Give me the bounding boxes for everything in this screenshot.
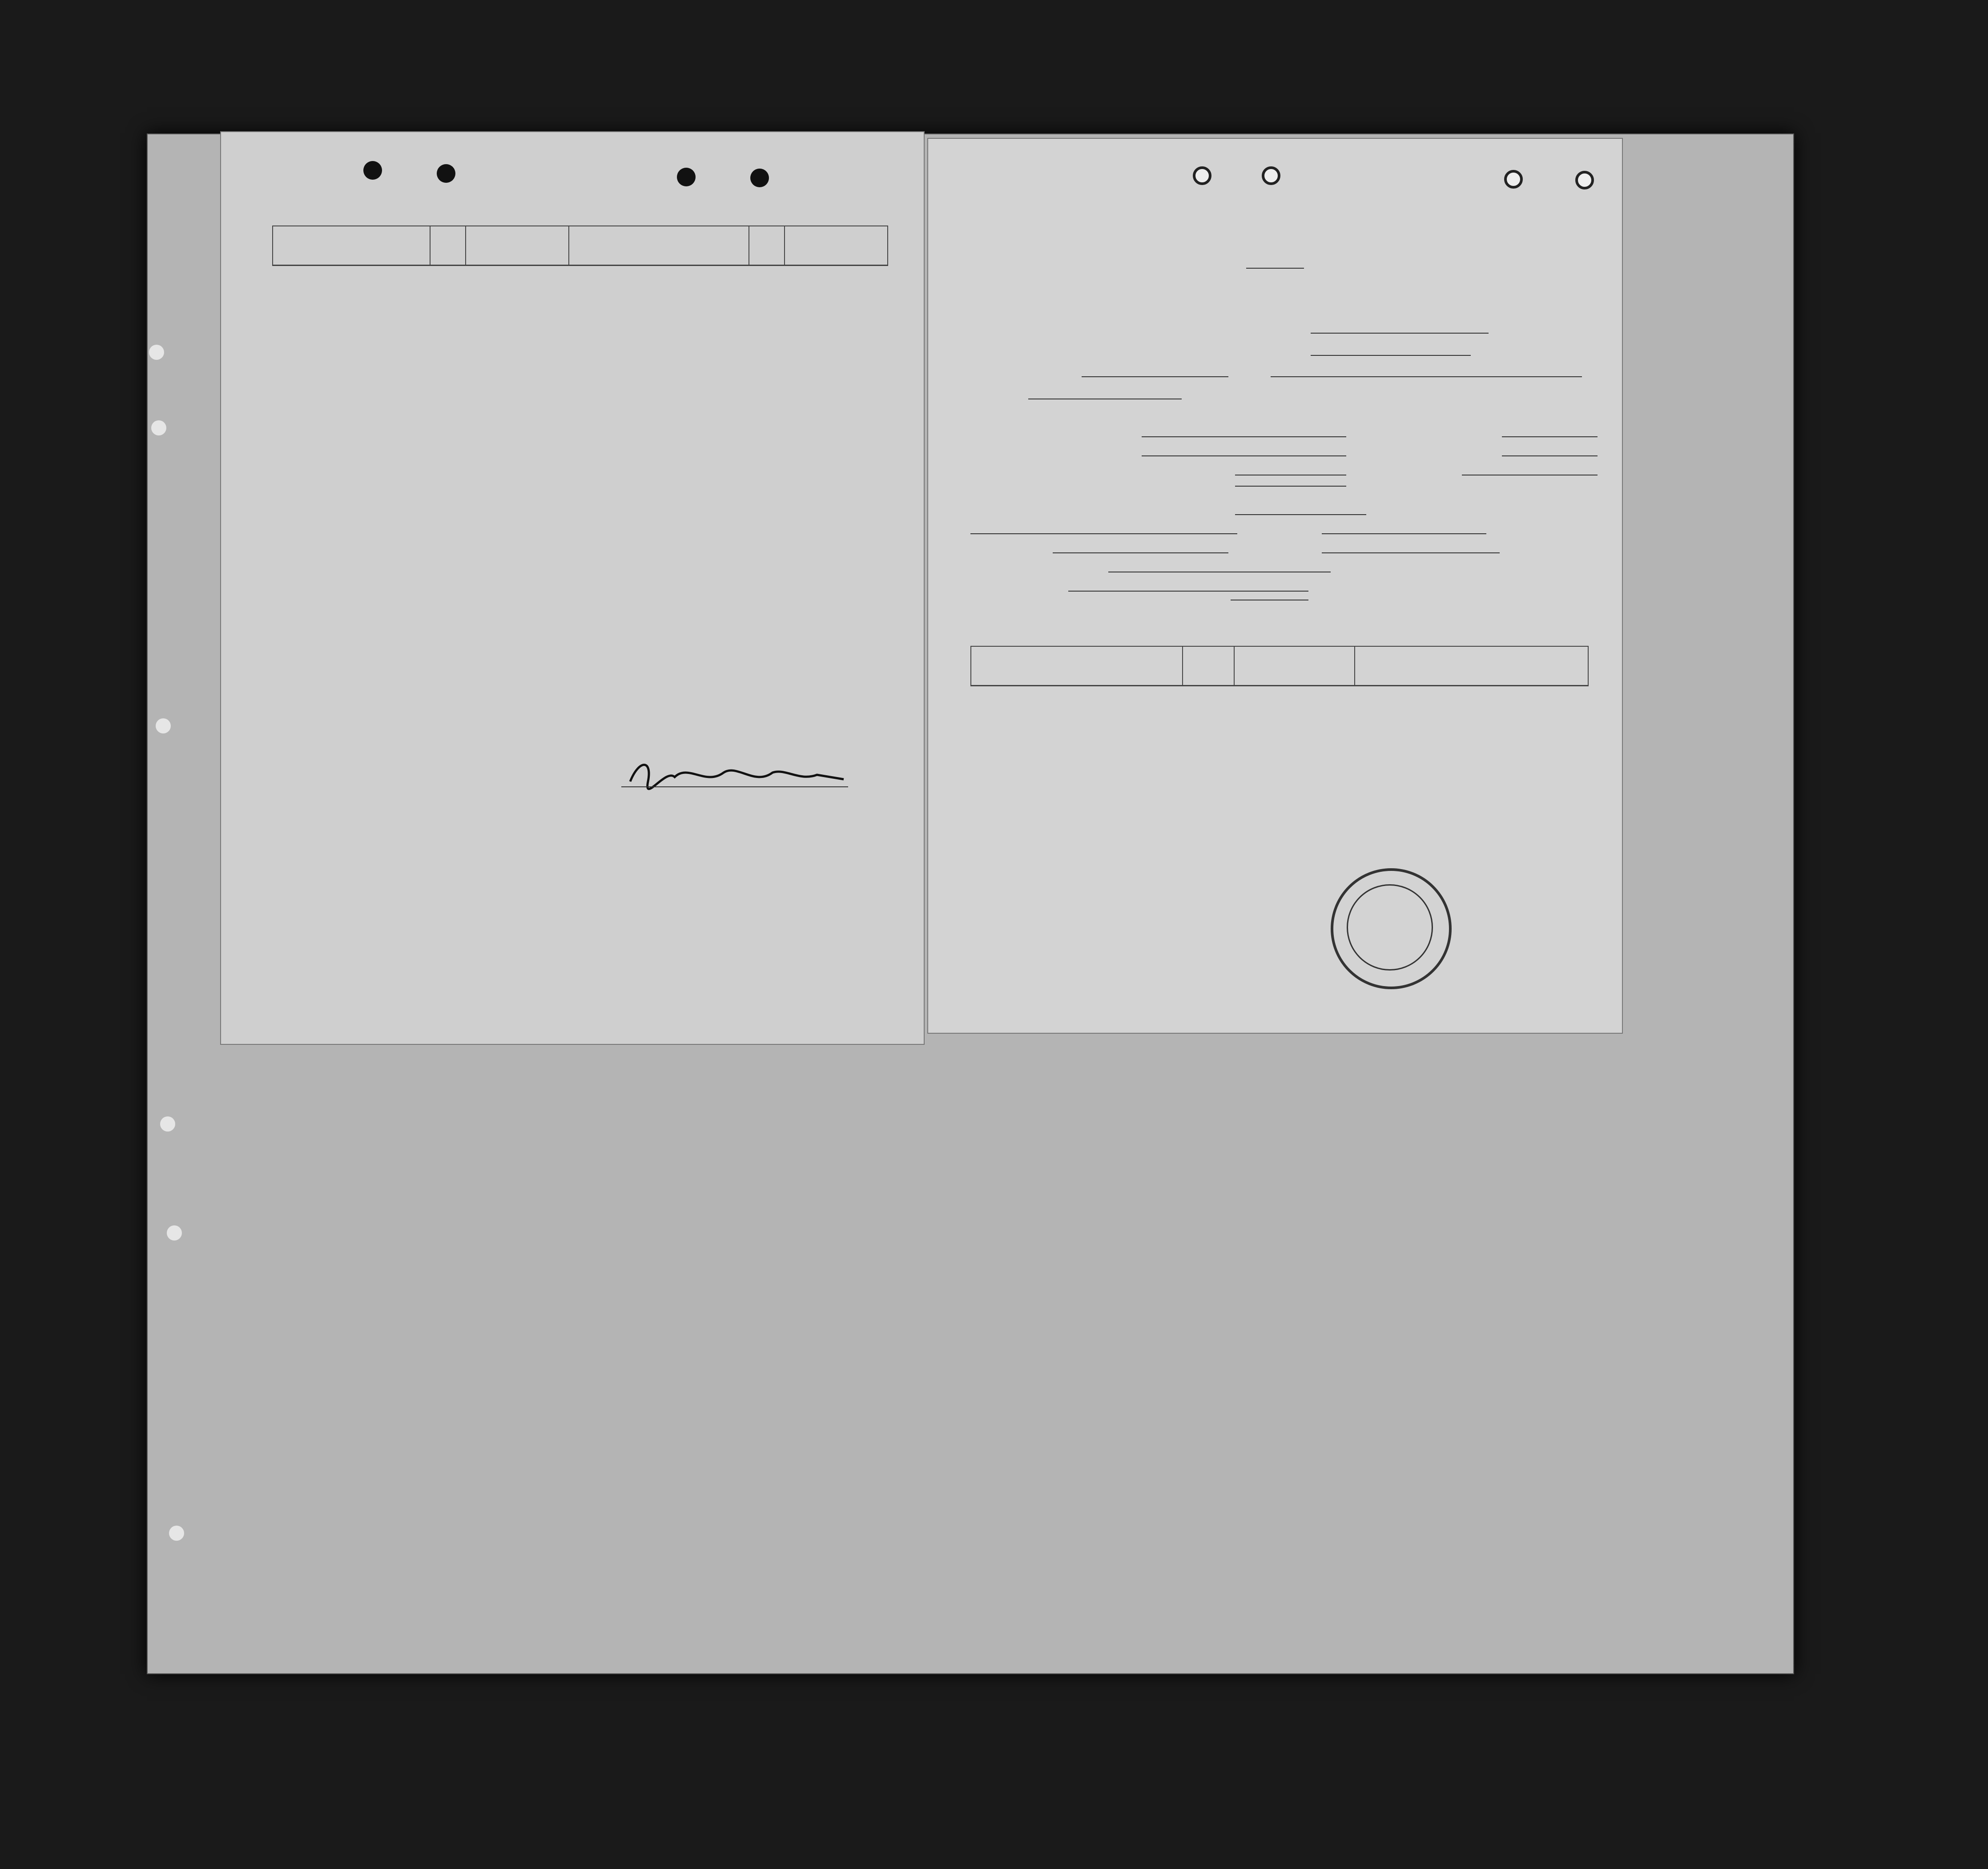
des-col-when-where [1355, 646, 1588, 686]
binder-hole [437, 164, 455, 183]
binder-hole [677, 168, 696, 186]
destination-underline [1322, 552, 1500, 553]
col-name-2 [569, 226, 749, 266]
des-col-name [971, 646, 1183, 686]
voyage-underline [1068, 591, 1308, 592]
binder-hole [1193, 166, 1211, 185]
master-signature [621, 755, 853, 795]
binder-hole [1504, 170, 1523, 189]
vessel-underline [1271, 376, 1582, 377]
seal-ring [1347, 884, 1433, 971]
binder-hole [750, 169, 769, 187]
binder-hole [1262, 166, 1280, 185]
col-age [430, 226, 465, 266]
binder-hole [167, 1225, 182, 1241]
binder-hole [1575, 171, 1594, 189]
binder-hole [363, 161, 382, 180]
arrived-underline [1235, 514, 1366, 515]
deserting-table [970, 646, 1589, 686]
col-nationality [466, 226, 569, 266]
col-age-2 [749, 226, 784, 266]
sum-rule [1235, 486, 1346, 487]
nationality-underline [1082, 376, 1228, 377]
hospital-underline [1502, 455, 1598, 456]
des-col-age [1183, 646, 1234, 686]
col-name [273, 226, 430, 266]
title-rule [1246, 268, 1304, 269]
expected-underline [1053, 552, 1228, 553]
consignee-underline [970, 533, 1237, 534]
lying-underline [1322, 533, 1486, 534]
arrival-underline [1142, 436, 1346, 437]
immigration-seal [1331, 868, 1452, 989]
seamen-signed-on-page [220, 131, 925, 1045]
deserted-underline [1502, 436, 1598, 437]
binder-hole [156, 718, 171, 733]
binder-hole [149, 345, 164, 360]
date-underline [1311, 355, 1471, 356]
statement-of-master-page [927, 138, 1623, 1034]
seamen-table [272, 226, 888, 266]
des-col-nationality [1234, 646, 1355, 686]
binder-hole [160, 1116, 175, 1132]
port-underline [1311, 333, 1489, 334]
binder-hole [169, 1526, 184, 1541]
discharged-underline [1142, 455, 1346, 456]
binder-hole [151, 420, 166, 435]
col-nationality-2 [785, 226, 888, 266]
